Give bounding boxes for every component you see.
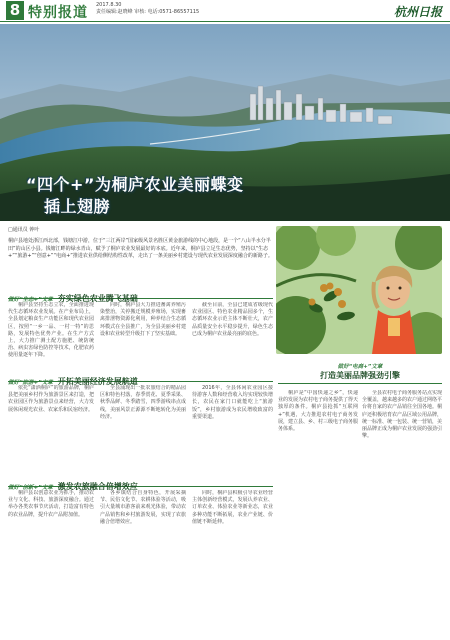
paragraph: 同时，桐庐县积极引导农业经营主体创新经营模式，发展认养农业、订单农业、体验农业等新业态，农业多种功能不断拓展，农业产业链、价值链不断延伸。 bbox=[192, 490, 273, 525]
article-column bbox=[192, 490, 273, 636]
article-column bbox=[278, 390, 358, 636]
article-column bbox=[8, 302, 94, 364]
edition-meta bbox=[96, 2, 199, 16]
headline-line-2: 插上翅膀 bbox=[44, 197, 111, 216]
article-column bbox=[8, 490, 94, 636]
paragraph: 全县农村电子商务服务站点实现全覆盖，越来越多的农户通过网络平台将自家的农产品销往全国各地。桐庐还积极培育农产品区域公用品牌，统一标准、统一包装、统一营销，美丽品牌正成为桐庐农业发展的强劲引擎。 bbox=[362, 390, 442, 440]
headline-line-1: “四个+”为桐庐农业美丽蝶变 bbox=[26, 175, 244, 194]
subheading-lead: 做好“旅游+”文章 bbox=[8, 380, 53, 386]
subheading-title: 开拓美丽经济发展航道 bbox=[57, 377, 138, 386]
subheading-title: 打造美丽品牌强劲引擎 bbox=[320, 371, 400, 380]
hero-photo bbox=[0, 24, 450, 221]
subheading-innovation bbox=[8, 474, 273, 491]
intro-paragraph: 桐庐县地处浙江西北部，钱塘江中游，位于“三江两岸”国家级风景名胜区黄金旅游线的中心地段，是一个“八山半水分半田”的山区小县。钱塘江畔的绿水青山，赋予了桐庐农业发展最好的本底。近年来，桐庐县立足生态优势，坚持以“生态+”“旅游+”“创意+”“电商+”推进农业供给侧结构性改革，走出了一条美丽乡村建设与现代农业发展深度融合的新路子。 bbox=[8, 238, 273, 259]
paragraph: 桐庐县以创意农业为抓手，推动农业与文化、科技、旅游深度融合。通过举办各类农事节庆活动，打造富有特色的农业品牌，提升农产品附加值。 bbox=[8, 490, 94, 518]
headline bbox=[26, 174, 243, 218]
subheading-ecommerce bbox=[278, 362, 442, 384]
masthead bbox=[0, 0, 450, 22]
article-column bbox=[192, 385, 273, 469]
byline: □通讯员 钟叶 bbox=[8, 227, 40, 233]
paragraph: 依托“潇洒桐庐”的旅游品牌，桐庐县把美丽乡村作为旅游景区来打造，把农业园区作为旅游景点来经营，大力发展休闲观光农业、农家乐和民宿经济。 bbox=[8, 385, 94, 413]
issue-date: 2017.8.30 bbox=[96, 2, 122, 8]
feature-photo bbox=[276, 226, 442, 354]
paragraph: 同时，桐庐县大力推进畜禽养殖污染整治，关停搬迁规模养殖场，实现畜禽排泄物资源化利用，种养结合生态循环模式在全县推广，为全县美丽乡村建设和农业转型升级打下了坚实基础。 bbox=[100, 302, 186, 337]
article-column bbox=[100, 302, 186, 364]
paragraph: 各乡镇结合自身特色，开展采摘节、民俗文化节、农耕体验等活动，吸引大量城市游客前来观光体验，带动农产品销售和乡村旅游发展，实现了农旅融合倍增效应。 bbox=[100, 490, 186, 525]
subheading-title: 激发农旅融合倍增效应 bbox=[57, 482, 138, 491]
paragraph: 桐庐是“中国快递之乡”，快递业的发展为农村电子商务提供了得天独厚的条件。桐庐县抢抓“互联网+”机遇，大力推进农村电子商务发展，建立县、乡、村三级电子商务服务体系。 bbox=[278, 390, 358, 433]
subheading-title: 夯实绿色农业腾飞基础 bbox=[57, 294, 138, 303]
article-column bbox=[8, 385, 94, 469]
paragraph: 全县涌现出一批农旅结合的精品园区和特色村落，春季赏花、夏季采果、秋季品鲜、冬季踏雪，四季游线串点成线，美丽风景正源源不断地转化为美丽经济。 bbox=[100, 385, 186, 420]
article-column bbox=[100, 385, 186, 469]
subheading-tourism bbox=[8, 369, 273, 386]
editor: 责任编辑:赵晓峰 审核: bbox=[96, 9, 146, 15]
phone: 电话:0571-86557115 bbox=[147, 9, 200, 15]
subheading-lead: 做好“电商+”文章 bbox=[337, 364, 383, 370]
article-column bbox=[100, 490, 186, 636]
article-column bbox=[362, 390, 442, 636]
page-number: 8 bbox=[6, 1, 24, 20]
section-title: 特别报道 bbox=[28, 5, 88, 21]
subheading-ecology bbox=[8, 286, 273, 303]
paper-logo: 杭州日报 bbox=[393, 5, 442, 19]
photo-farm-visitor bbox=[276, 226, 442, 354]
article-column bbox=[192, 302, 273, 364]
editor-line bbox=[96, 9, 199, 16]
paragraph: 2016年，全县休闲农业园区接待游客人数和经营收入均实现较快增长，农民在家门口就能吃上“旅游饭”，乡村旅游成为农民增收致富的重要渠道。 bbox=[192, 385, 273, 420]
subheading-lead: 做好“创新+”文章 bbox=[8, 485, 53, 491]
paragraph: 桐庐县坚持生态立农，全面推进现代生态循环农业发展。在产业布局上，全县划定粮食生产功能区和现代农业园区，按照“一乡一品、一村一特”的思路，发展特色优势产业。在生产方式上，大力推广测土配方施肥、统防统治、病虫害绿色防控等技术，化肥农药使用量逐年下降。 bbox=[8, 302, 94, 359]
paragraph: 截至目前，全县已建成省级现代农业园区、特色农业精品园多个，生态循环农业示范主体不断壮大，农产品质量安全水平稳步提升，绿色生态已成为桐庐农业最亮丽的底色。 bbox=[192, 302, 273, 337]
subheading-lead: 做好“生态+”文章 bbox=[8, 297, 53, 303]
